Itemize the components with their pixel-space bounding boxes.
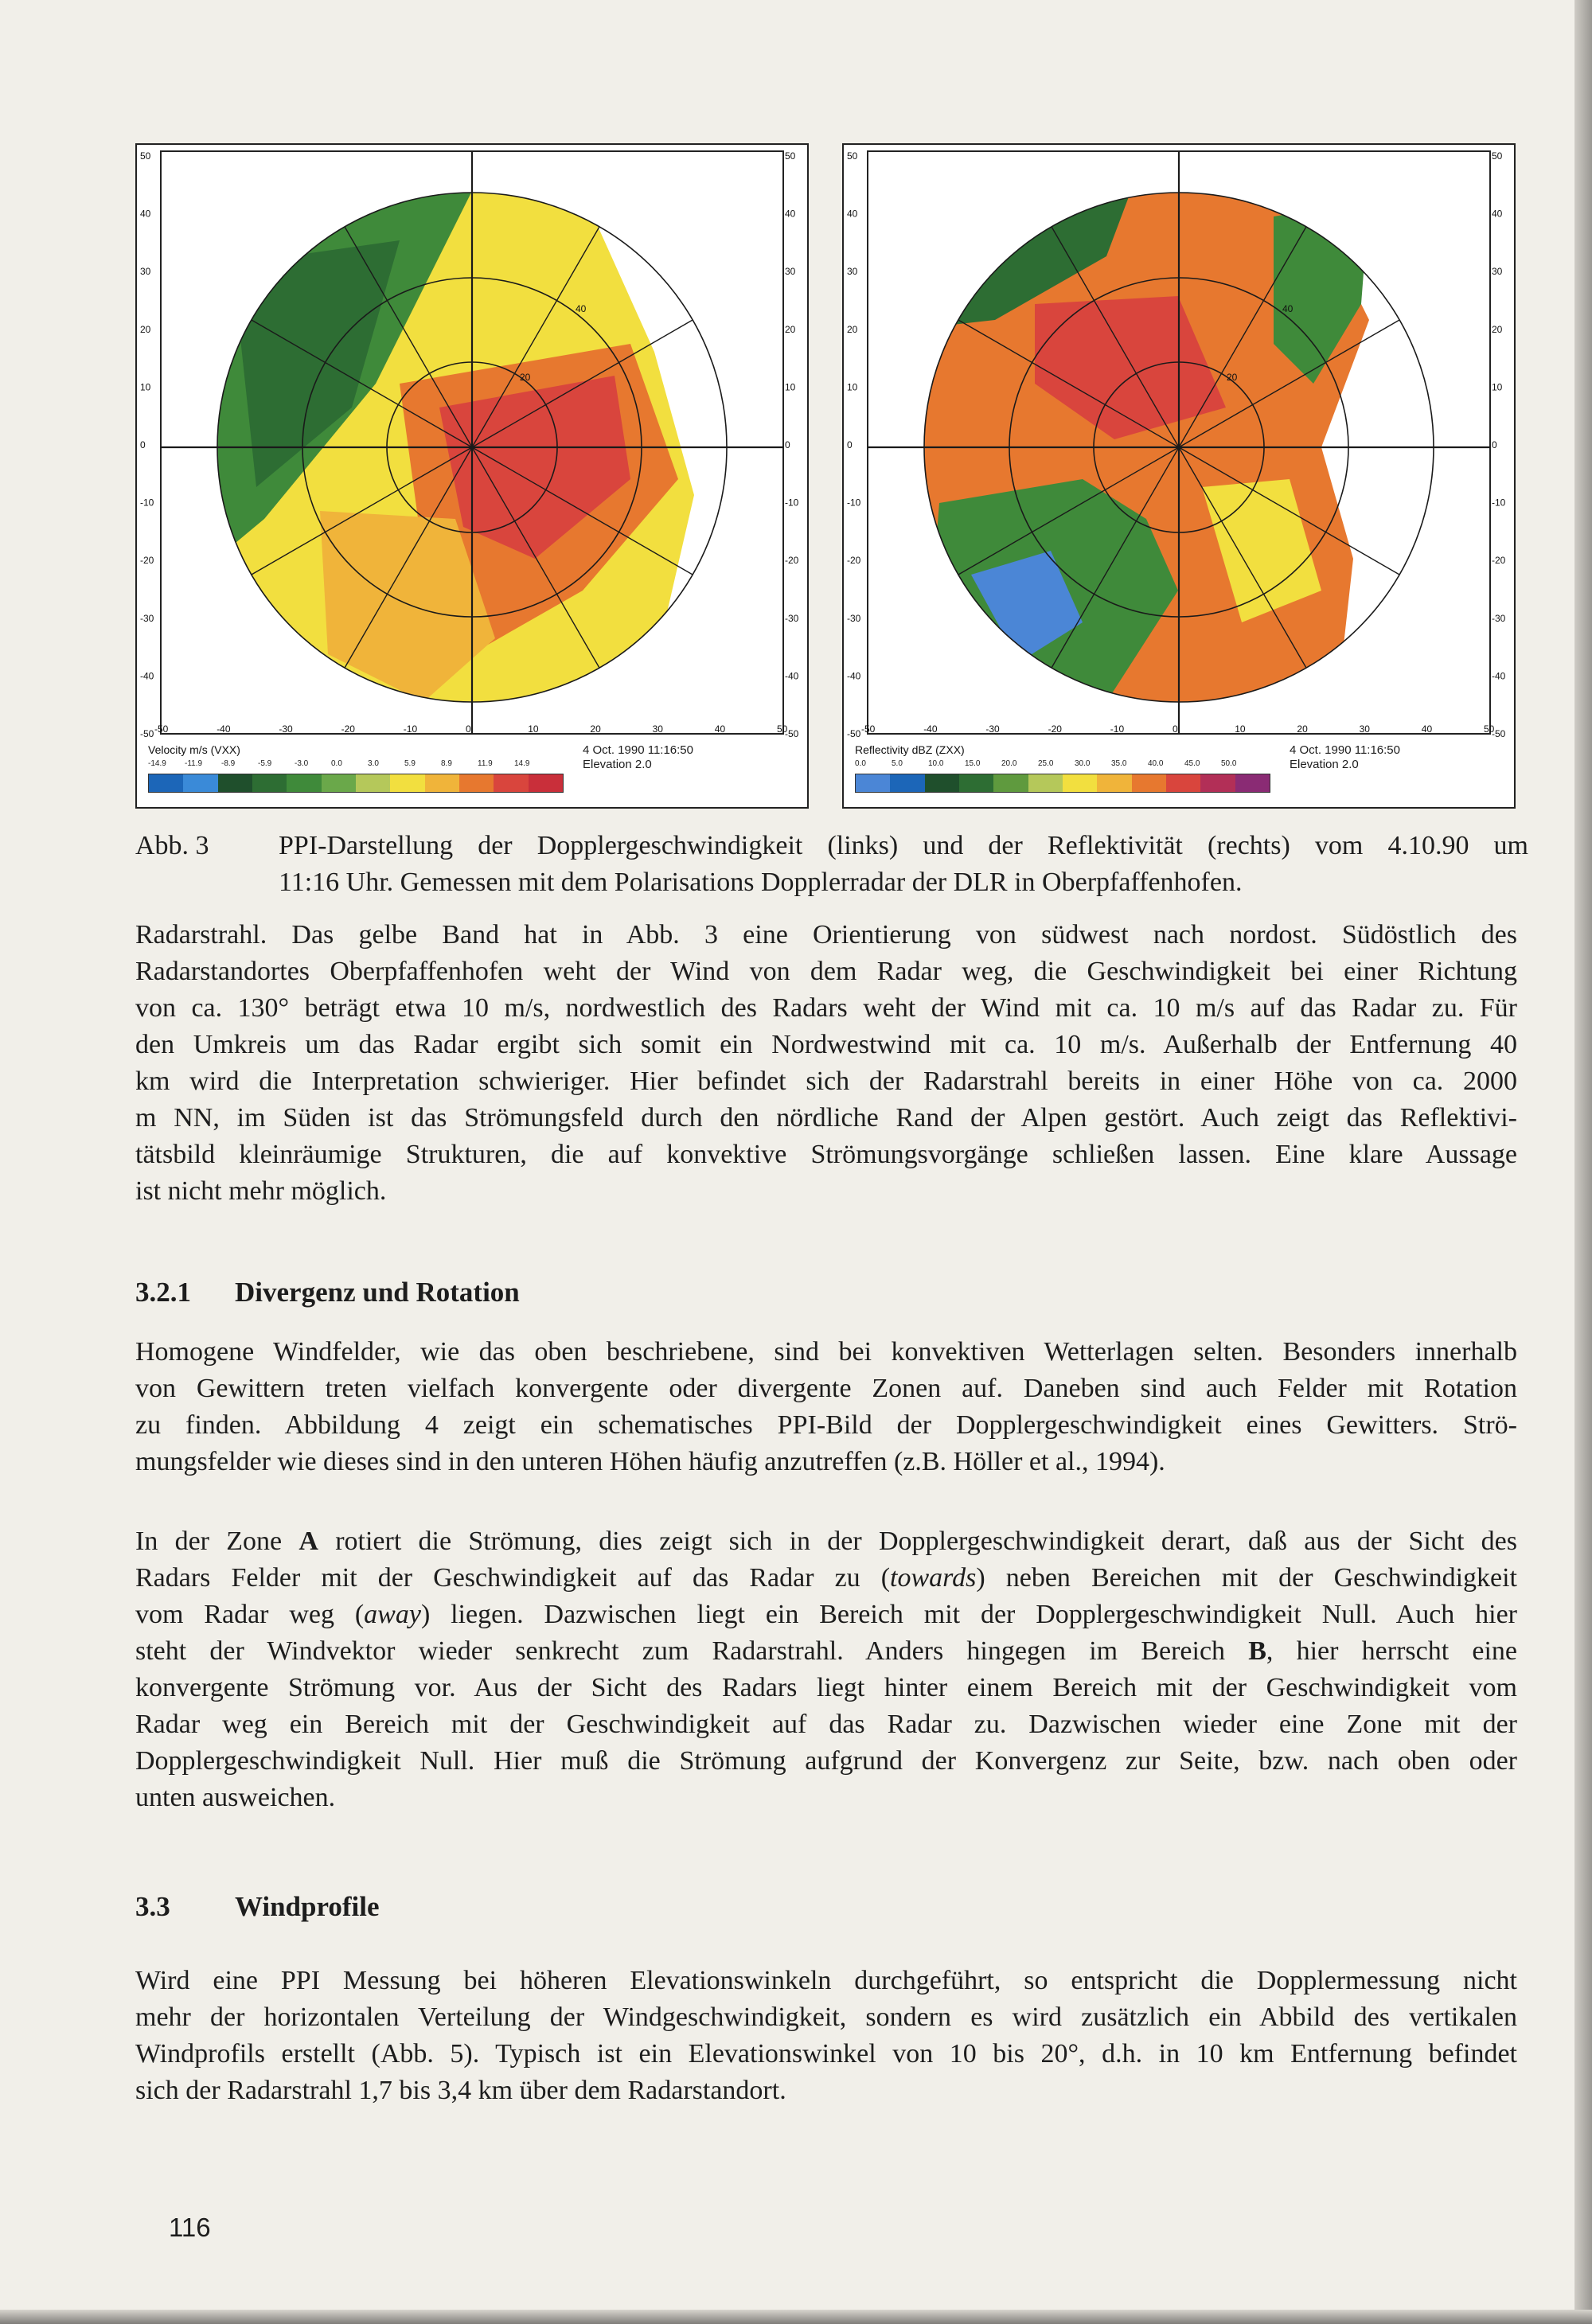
para3-line: Dopplergeschwindigkeit Null. Hier muß die Strömung aufgrund der Konvergenz zur Seite, bzw. nach oben oder — [135, 1746, 1517, 1776]
y-tick-label: -50 — [140, 728, 154, 738]
section-number: 3.3 — [135, 1891, 170, 1922]
colorbar-swatch — [993, 774, 1028, 792]
ring-range-label: 20 — [1227, 372, 1238, 383]
scale-value: 5.0 — [892, 759, 903, 768]
colorbar-swatch — [149, 774, 183, 792]
paragraph-windprofile — [135, 1963, 1517, 2109]
figure-elevation: Elevation 2.0 — [1290, 758, 1359, 771]
y-tick-label: -20 — [847, 555, 861, 567]
colorbar-swatch — [856, 774, 890, 792]
x-tick-label: -50 — [154, 723, 169, 735]
scale-value: 45.0 — [1184, 759, 1200, 768]
text-line: m NN, im Süden ist das Strömungsfeld durch den nördliche Rand der Alpen gestört. Auch zeigt das Reflektivi- — [135, 1103, 1517, 1133]
scale-value: -11.9 — [185, 759, 203, 768]
y-tick-label: -40 — [1492, 670, 1506, 682]
x-tick-label: -30 — [279, 723, 293, 735]
caption-label: Abb. 3 — [135, 831, 209, 860]
scale-value: 0.0 — [855, 759, 866, 768]
y-tick-label: 50 — [847, 150, 858, 162]
y-tick-label: 10 — [847, 381, 858, 393]
colorbar-swatch — [1097, 774, 1131, 792]
para3-line: steht der Windvektor wieder senkrecht zum Radarstrahl. Anders hingegen im Bereich B, hier herrscht eine — [135, 1636, 1517, 1666]
paragraph-zone-rotation — [135, 1523, 1517, 1816]
y-tick-label: -50 — [1492, 728, 1506, 738]
colorbar-swatch — [959, 774, 993, 792]
x-tick-label: -20 — [1048, 723, 1062, 735]
y-tick-label: -10 — [140, 497, 154, 509]
y-tick-label: 40 — [1492, 208, 1503, 220]
towards-term: towards — [890, 1563, 977, 1593]
ring-range-label: 20 — [520, 372, 531, 383]
section-number: 3.2.1 — [135, 1277, 191, 1308]
x-tick-label: 0 — [466, 723, 471, 735]
section-heading-3-2-1 — [135, 1277, 520, 1308]
y-tick-label: 0 — [1492, 439, 1497, 450]
y-tick-label: 30 — [847, 266, 858, 278]
caption-line-1: PPI-Darstellung der Dopplergeschwindigkeit (links) und der Reflektivität (rechts) vom 4.10.90 um — [279, 831, 1528, 860]
y-tick-label: -30 — [785, 612, 799, 624]
x-tick-label: 40 — [1421, 723, 1433, 735]
y-tick-label: -20 — [140, 555, 154, 567]
scale-value: 5.9 — [404, 759, 416, 768]
x-tick-label: -50 — [861, 723, 876, 735]
text-line: mehr der horizontalen Verteilung der Windgeschwindigkeit, sondern es wird zusätzlich ein Abbild des vertikalen — [135, 2002, 1517, 2032]
colorbar-swatch — [425, 774, 459, 792]
x-tick-label: 20 — [1297, 723, 1308, 735]
paragraph-homogeneous-windfields — [135, 1334, 1517, 1480]
caption-line-2: 11:16 Uhr. Gemessen mit dem Polarisations Dopplerradar der DLR in Oberpfaffenhofen. — [279, 868, 1243, 897]
colorbar-swatch — [1063, 774, 1097, 792]
velocity-label: Velocity m/s (VXX) — [148, 743, 240, 756]
velocity-colorbar — [148, 774, 564, 793]
scale-value: 20.0 — [1001, 759, 1017, 768]
y-tick-label: 40 — [847, 208, 858, 220]
figure-elevation: Elevation 2.0 — [583, 758, 652, 771]
y-tick-label: 0 — [140, 439, 146, 450]
figure-date: 4 Oct. 1990 11:16:50 — [1290, 743, 1400, 757]
text-line: Windprofils erstellt (Abb. 5). Typisch ist ein Elevationswinkel von 10 bis 20°, d.h. in 10 km Entfernung befindet — [135, 2039, 1517, 2069]
colorbar-swatch — [494, 774, 528, 792]
x-tick-label: -40 — [217, 723, 231, 735]
section-title: Divergenz und Rotation — [235, 1277, 520, 1308]
reflectivity-ppi-figure — [842, 143, 1516, 809]
velocity-ppi-figure — [135, 143, 809, 809]
y-tick-label: -30 — [140, 612, 154, 624]
figure-date: 4 Oct. 1990 11:16:50 — [583, 743, 693, 757]
section-title: Windprofile — [235, 1891, 380, 1922]
velocity-scale-values — [148, 759, 562, 770]
y-tick-label: 50 — [140, 150, 151, 162]
y-tick-label: -40 — [140, 670, 154, 682]
y-tick-label: 10 — [140, 381, 151, 393]
text-line: mungsfelder wie dieses sind in den unteren Höhen häufig anzutreffen (z.B. Höller et al., 1994). — [135, 1447, 1165, 1476]
scale-value: 35.0 — [1111, 759, 1127, 768]
scale-value: -8.9 — [221, 759, 236, 768]
y-tick-label: -40 — [785, 670, 799, 682]
x-tick-label: -30 — [985, 723, 1000, 735]
text-line: sich der Radarstrahl 1,7 bis 3,4 km über dem Radarstandort. — [135, 2076, 786, 2105]
x-tick-label: -40 — [923, 723, 938, 735]
y-tick-label: 0 — [785, 439, 790, 450]
caption-text — [279, 828, 1528, 901]
scale-value: 10.0 — [928, 759, 944, 768]
ring-range-label: 40 — [576, 303, 587, 314]
y-tick-label: 20 — [1492, 323, 1503, 335]
para3-line: konvergente Strömung vor. Aus der Sicht des Radars liegt hinter einem Bereich mit der Geschwindigkeit vom — [135, 1673, 1517, 1702]
y-tick-label: -20 — [1492, 555, 1506, 567]
scale-value: -14.9 — [148, 759, 166, 768]
x-tick-label: 50 — [1484, 723, 1495, 735]
colorbar-swatch — [322, 774, 356, 792]
y-tick-label: 0 — [847, 439, 853, 450]
zone-b-label: B — [1248, 1636, 1266, 1666]
para3-line: In der Zone A rotiert die Strömung, dies zeigt sich in der Dopplergeschwindigkeit derart, daß aus der Sicht des — [135, 1527, 1517, 1556]
colorbar-swatch — [459, 774, 494, 792]
colorbar-swatch — [1200, 774, 1235, 792]
y-tick-label: 10 — [785, 381, 796, 393]
y-tick-label: 40 — [140, 208, 151, 220]
y-tick-label: -40 — [847, 670, 861, 682]
page-bottom-edge — [0, 2310, 1592, 2324]
y-tick-label: -10 — [1492, 497, 1506, 509]
colorbar-swatch — [1166, 774, 1200, 792]
colorbar-swatch — [252, 774, 287, 792]
y-tick-label: -30 — [1492, 612, 1506, 624]
scale-value: -5.9 — [258, 759, 272, 768]
colorbar-swatch — [890, 774, 924, 792]
y-tick-label: -20 — [785, 555, 799, 567]
y-tick-label: -10 — [847, 497, 861, 509]
y-tick-label: 30 — [1492, 266, 1503, 278]
x-tick-label: 40 — [714, 723, 726, 735]
text-line: ist nicht mehr möglich. — [135, 1176, 387, 1206]
para3-line: Radars Felder mit der Geschwindigkeit auf das Radar zu (towards) neben Bereichen mit der Geschwindigkeit — [135, 1563, 1517, 1593]
text-line: km wird die Interpretation schwieriger. Hier befindet sich der Radarstrahl bereits in einer Höhe von ca. 2000 — [135, 1066, 1517, 1096]
x-tick-label: 0 — [1173, 723, 1178, 735]
text-line: Wird eine PPI Messung bei höheren Elevationswinkeln durchgeführt, so entspricht die Dopplermessung nicht — [135, 1966, 1517, 1995]
para3-line: unten ausweichen. — [135, 1783, 336, 1812]
page-edge-shadow — [1574, 0, 1592, 2324]
paragraph-radar-interpretation — [135, 917, 1517, 1210]
x-tick-label: -10 — [403, 723, 418, 735]
reflectivity-colorbar — [855, 774, 1270, 793]
colorbar-swatch — [1235, 774, 1270, 792]
colorbar-swatch — [287, 774, 321, 792]
scale-value: 30.0 — [1075, 759, 1091, 768]
reflectivity-label: Reflectivity dBZ (ZXX) — [855, 743, 965, 756]
y-tick-label: 30 — [785, 266, 796, 278]
scale-value: 3.0 — [368, 759, 379, 768]
scale-value: 0.0 — [331, 759, 342, 768]
y-tick-label: -30 — [847, 612, 861, 624]
scale-value: -3.0 — [295, 759, 309, 768]
y-tick-label: 30 — [140, 266, 151, 278]
scale-value: 40.0 — [1148, 759, 1164, 768]
scale-value: 25.0 — [1038, 759, 1054, 768]
text-line: tätsbild kleinräumige Strukturen, die auf konvektive Strömungsvorgänge schließen lassen. Eine klare Aussage — [135, 1140, 1517, 1169]
colorbar-swatch — [390, 774, 424, 792]
velocity-ppi-plot — [137, 145, 807, 738]
text-line: von Gewittern treten vielfach konvergente oder divergente Zonen auf. Daneben sind auch Felder mit Rotation — [135, 1374, 1517, 1403]
colorbar-swatch — [218, 774, 252, 792]
y-tick-label: -50 — [785, 728, 799, 738]
scale-value: 14.9 — [514, 759, 530, 768]
x-tick-label: 10 — [528, 723, 539, 735]
scale-value: 8.9 — [441, 759, 452, 768]
away-term: away — [364, 1600, 421, 1629]
colorbar-swatch — [529, 774, 563, 792]
para3-line: Radar weg ein Bereich mit der Geschwindigkeit auf das Radar zu. Dazwischen wieder eine Zone mit der — [135, 1710, 1517, 1739]
x-tick-label: 20 — [590, 723, 601, 735]
colorbar-swatch — [1028, 774, 1063, 792]
x-tick-label: 30 — [652, 723, 663, 735]
colorbar-swatch — [925, 774, 959, 792]
section-heading-3-3 — [135, 1891, 380, 1923]
y-tick-label: 20 — [847, 323, 858, 335]
scale-value: 15.0 — [965, 759, 981, 768]
text-line: Homogene Windfelder, wie das oben beschriebene, sind bei konvektiven Wetterlagen selten. Besonders innerhalb — [135, 1337, 1517, 1367]
text-line: Radarstandortes Oberpfaffenhofen weht der Wind von dem Radar weg, die Geschwindigkeit bei einer Richtung — [135, 957, 1517, 986]
x-tick-label: 50 — [777, 723, 788, 735]
reflectivity-ppi-plot — [844, 145, 1514, 738]
x-tick-label: -20 — [341, 723, 355, 735]
y-tick-label: -10 — [785, 497, 799, 509]
para3-line: vom Radar weg (away) liegen. Dazwischen liegt ein Bereich mit der Dopplergeschwindigkeit Null. Auch hier — [135, 1600, 1517, 1629]
y-tick-label: 20 — [785, 323, 796, 335]
zone-a-label: A — [298, 1527, 318, 1556]
colorbar-swatch — [1132, 774, 1166, 792]
x-tick-label: -10 — [1110, 723, 1125, 735]
y-tick-label: 10 — [1492, 381, 1503, 393]
scale-value: 11.9 — [478, 759, 493, 768]
y-tick-label: -50 — [847, 728, 861, 738]
y-tick-label: 50 — [785, 150, 796, 162]
text-line: Radarstrahl. Das gelbe Band hat in Abb. 3 eine Orientierung von südwest nach nordost. Südöstlich des — [135, 920, 1517, 949]
reflectivity-scale-values — [855, 759, 1269, 770]
x-tick-label: 10 — [1235, 723, 1246, 735]
colorbar-swatch — [183, 774, 217, 792]
text-line: von ca. 130° beträgt etwa 10 m/s, nordwestlich des Radars weht der Wind mit ca. 10 m/s auf das Radar zu. Für — [135, 993, 1517, 1023]
y-tick-label: 40 — [785, 208, 796, 220]
text-line: den Umkreis um das Radar ergibt sich somit ein Nordwestwind mit ca. 10 m/s. Außerhalb der Entfernung 40 — [135, 1030, 1517, 1059]
y-tick-label: 20 — [140, 323, 151, 335]
colorbar-swatch — [356, 774, 390, 792]
ring-range-label: 40 — [1282, 303, 1294, 314]
text-line: zu finden. Abbildung 4 zeigt ein schematisches PPI-Bild der Dopplergeschwindigkeit eines Gewitters. Strö- — [135, 1410, 1517, 1440]
page-number: 116 — [169, 2213, 211, 2242]
y-tick-label: 50 — [1492, 150, 1503, 162]
x-tick-label: 30 — [1359, 723, 1370, 735]
scale-value: 50.0 — [1221, 759, 1237, 768]
